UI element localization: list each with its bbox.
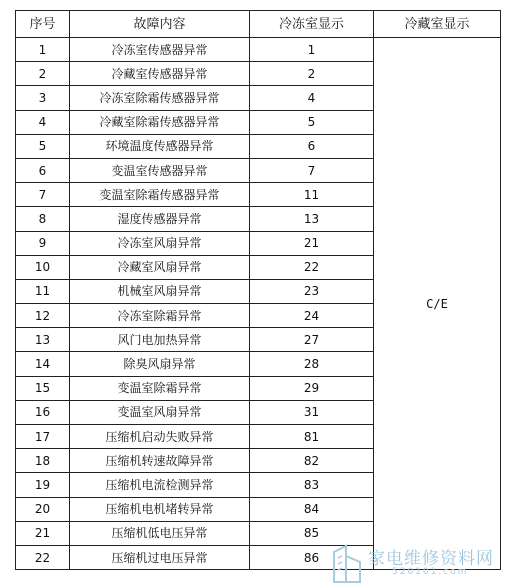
cell-serial-no: 3 bbox=[16, 86, 70, 110]
cell-fault-content: 冷冻室除霜异常 bbox=[70, 304, 250, 328]
cell-freezer-display: 83 bbox=[250, 473, 374, 497]
cell-serial-no: 17 bbox=[16, 425, 70, 449]
cell-fault-content: 冷冻室风扇异常 bbox=[70, 231, 250, 255]
cell-fault-content: 变温室传感器异常 bbox=[70, 158, 250, 182]
cell-serial-no: 16 bbox=[16, 400, 70, 424]
cell-freezer-display: 84 bbox=[250, 497, 374, 521]
cell-freezer-display: 82 bbox=[250, 449, 374, 473]
cell-serial-no: 11 bbox=[16, 279, 70, 303]
header-fridge-display: 冷藏室显示 bbox=[374, 11, 501, 38]
cell-freezer-display: 13 bbox=[250, 207, 374, 231]
cell-fault-content: 变温室除霜传感器异常 bbox=[70, 183, 250, 207]
cell-serial-no: 21 bbox=[16, 521, 70, 545]
cell-serial-no: 22 bbox=[16, 545, 70, 569]
cell-freezer-display: 2 bbox=[250, 62, 374, 86]
cell-fault-content: 冷冻室除霜传感器异常 bbox=[70, 86, 250, 110]
cell-fault-content: 压缩机过电压异常 bbox=[70, 545, 250, 569]
header-freezer-display: 冷冻室显示 bbox=[250, 11, 374, 38]
table-row bbox=[16, 38, 501, 62]
cell-serial-no: 10 bbox=[16, 255, 70, 279]
cell-fault-content: 压缩机电流检测异常 bbox=[70, 473, 250, 497]
cell-serial-no: 19 bbox=[16, 473, 70, 497]
cell-freezer-display: 22 bbox=[250, 255, 374, 279]
watermark bbox=[330, 542, 505, 584]
cell-fault-content: 湿度传感器异常 bbox=[70, 207, 250, 231]
cell-fault-content: 压缩机电机堵转异常 bbox=[70, 497, 250, 521]
cell-fault-content: 机械室风扇异常 bbox=[70, 279, 250, 303]
cell-fault-content: 除臭风扇异常 bbox=[70, 352, 250, 376]
cell-fault-content: 压缩机低电压异常 bbox=[70, 521, 250, 545]
cell-serial-no: 18 bbox=[16, 449, 70, 473]
cell-serial-no: 9 bbox=[16, 231, 70, 255]
cell-fault-content: 变温室除霜异常 bbox=[70, 376, 250, 400]
table-header-row bbox=[16, 11, 501, 38]
watermark-text: 家电维修资料网 bbox=[368, 549, 494, 569]
fault-code-table bbox=[15, 10, 501, 570]
cell-serial-no: 5 bbox=[16, 134, 70, 158]
cell-serial-no: 14 bbox=[16, 352, 70, 376]
cell-freezer-display: 85 bbox=[250, 521, 374, 545]
cell-freezer-display: 28 bbox=[250, 352, 374, 376]
cell-serial-no: 2 bbox=[16, 62, 70, 86]
header-serial-no: 序号 bbox=[16, 11, 70, 38]
cell-freezer-display: 7 bbox=[250, 158, 374, 182]
cell-fault-content: 压缩机转速故障异常 bbox=[70, 449, 250, 473]
cell-fault-content: 冷藏室除霜传感器异常 bbox=[70, 110, 250, 134]
cell-fault-content: 变温室风扇异常 bbox=[70, 400, 250, 424]
cell-serial-no: 7 bbox=[16, 183, 70, 207]
cell-freezer-display: 24 bbox=[250, 304, 374, 328]
cell-freezer-display: 81 bbox=[250, 425, 374, 449]
cell-fault-content: 环境温度传感器异常 bbox=[70, 134, 250, 158]
building-logo-icon bbox=[330, 542, 366, 584]
cell-fault-content: 压缩机启动失败异常 bbox=[70, 425, 250, 449]
cell-freezer-display: 23 bbox=[250, 279, 374, 303]
cell-fault-content: 冷冻室传感器异常 bbox=[70, 38, 250, 62]
cell-freezer-display: 29 bbox=[250, 376, 374, 400]
watermark-url: 520101.com bbox=[392, 567, 469, 577]
cell-fridge-display: C/E bbox=[374, 38, 501, 570]
cell-freezer-display: 31 bbox=[250, 400, 374, 424]
cell-freezer-display: 86 bbox=[250, 545, 374, 569]
cell-serial-no: 12 bbox=[16, 304, 70, 328]
cell-freezer-display: 21 bbox=[250, 231, 374, 255]
cell-fault-content: 冷藏室风扇异常 bbox=[70, 255, 250, 279]
header-fault-content: 故障内容 bbox=[70, 11, 250, 38]
cell-serial-no: 15 bbox=[16, 376, 70, 400]
cell-serial-no: 1 bbox=[16, 38, 70, 62]
cell-serial-no: 4 bbox=[16, 110, 70, 134]
cell-freezer-display: 1 bbox=[250, 38, 374, 62]
cell-freezer-display: 4 bbox=[250, 86, 374, 110]
cell-freezer-display: 6 bbox=[250, 134, 374, 158]
cell-serial-no: 13 bbox=[16, 328, 70, 352]
cell-freezer-display: 27 bbox=[250, 328, 374, 352]
cell-serial-no: 8 bbox=[16, 207, 70, 231]
cell-freezer-display: 5 bbox=[250, 110, 374, 134]
cell-serial-no: 6 bbox=[16, 158, 70, 182]
cell-serial-no: 20 bbox=[16, 497, 70, 521]
cell-freezer-display: 11 bbox=[250, 183, 374, 207]
cell-fault-content: 风门电加热异常 bbox=[70, 328, 250, 352]
cell-fault-content: 冷藏室传感器异常 bbox=[70, 62, 250, 86]
